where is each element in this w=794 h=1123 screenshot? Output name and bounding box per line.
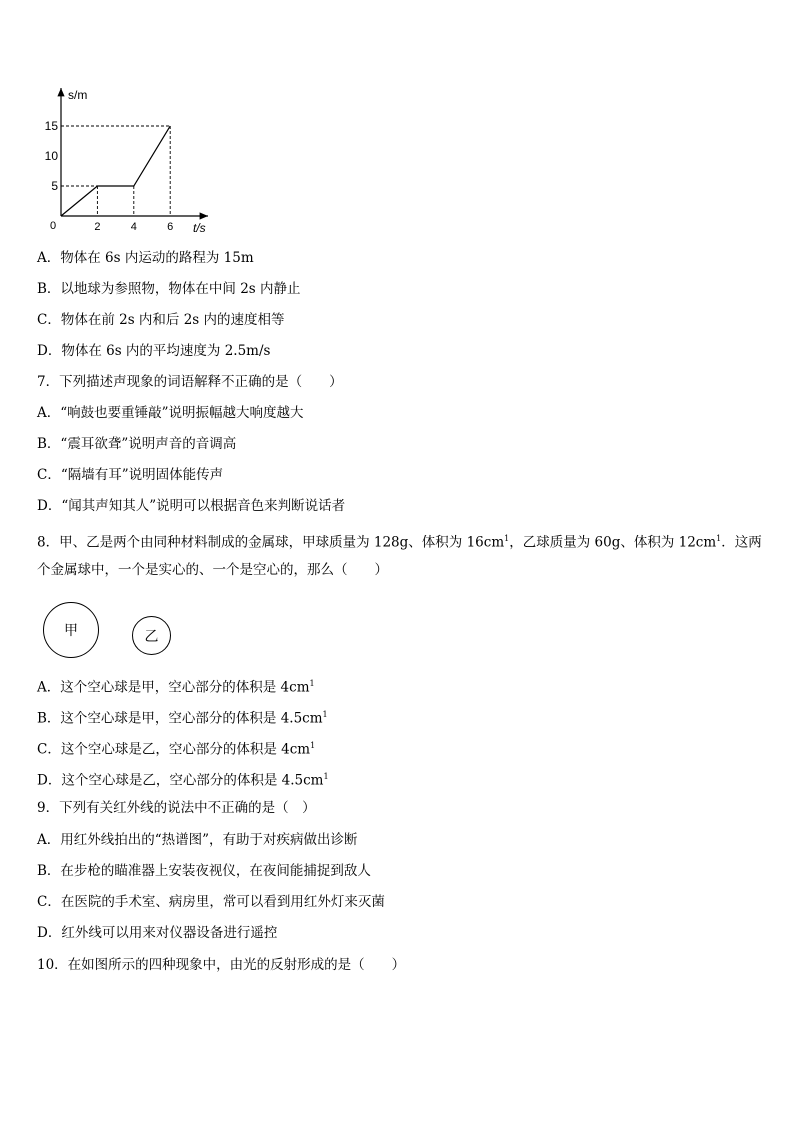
ball-yi-label: 乙	[144, 628, 159, 645]
q6-option-d: D．物体在 6s 内的平均速度为 2.5m/s	[37, 343, 271, 359]
q8-stem-part3: ．这两	[721, 534, 762, 551]
x-tick-label: 4	[130, 221, 137, 233]
q7-option-d: D．“闻其声知其人”说明可以根据音色来判断说话者	[37, 498, 346, 514]
superscript: 1	[322, 710, 328, 719]
q8-option-b-text: B．这个空心球是甲，空心部分的体积是 4.5cm	[37, 710, 323, 727]
y-tick-label: 15	[44, 119, 58, 133]
superscript: 1	[504, 534, 510, 543]
q8-option-a-text: A．这个空心球是甲，空心部分的体积是 4cm	[37, 679, 310, 696]
q8-option-d	[37, 767, 329, 791]
superscript: 1	[323, 772, 329, 781]
q7-option-a: A．“响鼓也要重锤敲”说明振幅越大响度越大	[37, 405, 304, 421]
ball-jia	[43, 602, 99, 658]
x-axis-label: t/s	[193, 221, 206, 235]
q8-stem-line2: 个金属球中，一个是实心的、一个是空心的，那么（ ）	[37, 562, 388, 578]
series-line	[61, 126, 170, 216]
q8-stem-part1: 8．甲、乙是两个由同种材料制成的金属球，甲球质量为 128g、体积为 16cm	[37, 534, 505, 551]
q7-option-b: B．“震耳欲聋”说明声音的音调高	[37, 436, 237, 452]
x-tick-label: 0	[49, 220, 57, 232]
x-tick-label: 6	[167, 221, 174, 233]
q10-stem: 10．在如图所示的四种现象中，由光的反射形成的是（ ）	[37, 957, 406, 973]
superscript: 1	[716, 534, 722, 543]
q9-option-d: D．红外线可以用来对仪器设备进行遥控	[37, 925, 278, 941]
q9-stem: 9．下列有关红外线的说法中不正确的是（ ）	[37, 800, 316, 816]
distance-time-graph	[28, 82, 228, 242]
q8-option-c	[37, 736, 315, 760]
q6-option-a: A．物体在 6s 内运动的路程为 15m	[37, 250, 254, 266]
q8-option-a	[37, 674, 315, 698]
superscript: 1	[309, 679, 315, 688]
q6-option-b: B．以地球为参照物，物体在中间 2s 内静止	[37, 281, 301, 297]
q7-stem: 7．下列描述声现象的词语解释不正确的是（ ）	[37, 374, 343, 390]
q8-option-d-text: D．这个空心球是乙，空心部分的体积是 4.5cm	[37, 772, 324, 789]
q7-option-c: C．“隔墙有耳”说明固体能传声	[37, 467, 224, 483]
x-tick-label: 2	[94, 221, 101, 233]
superscript: 1	[310, 741, 316, 750]
y-tick-label: 5	[51, 179, 58, 193]
q8-option-b	[37, 705, 328, 729]
ball-jia-label: 甲	[64, 623, 78, 639]
y-tick-label: 10	[44, 149, 58, 163]
ball-yi	[132, 616, 171, 655]
q6-option-c: C．物体在前 2s 内和后 2s 内的速度相等	[37, 312, 285, 328]
q9-option-c: C．在医院的手术室、病房里，常可以看到用红外灯来灭菌	[37, 894, 385, 910]
q8-stem-line1	[37, 529, 762, 553]
q9-option-b: B．在步枪的瞄准器上安装夜视仪，在夜间能捕捉到敌人	[37, 863, 371, 879]
q9-option-a: A．用红外线拍出的“热谱图”，有助于对疾病做出诊断	[37, 832, 358, 848]
y-axis-label: s/m	[68, 88, 88, 102]
q8-stem-part2: ，乙球质量为 60g、体积为 12cm	[509, 534, 717, 551]
q8-option-c-text: C．这个空心球是乙，空心部分的体积是 4cm	[37, 741, 311, 758]
